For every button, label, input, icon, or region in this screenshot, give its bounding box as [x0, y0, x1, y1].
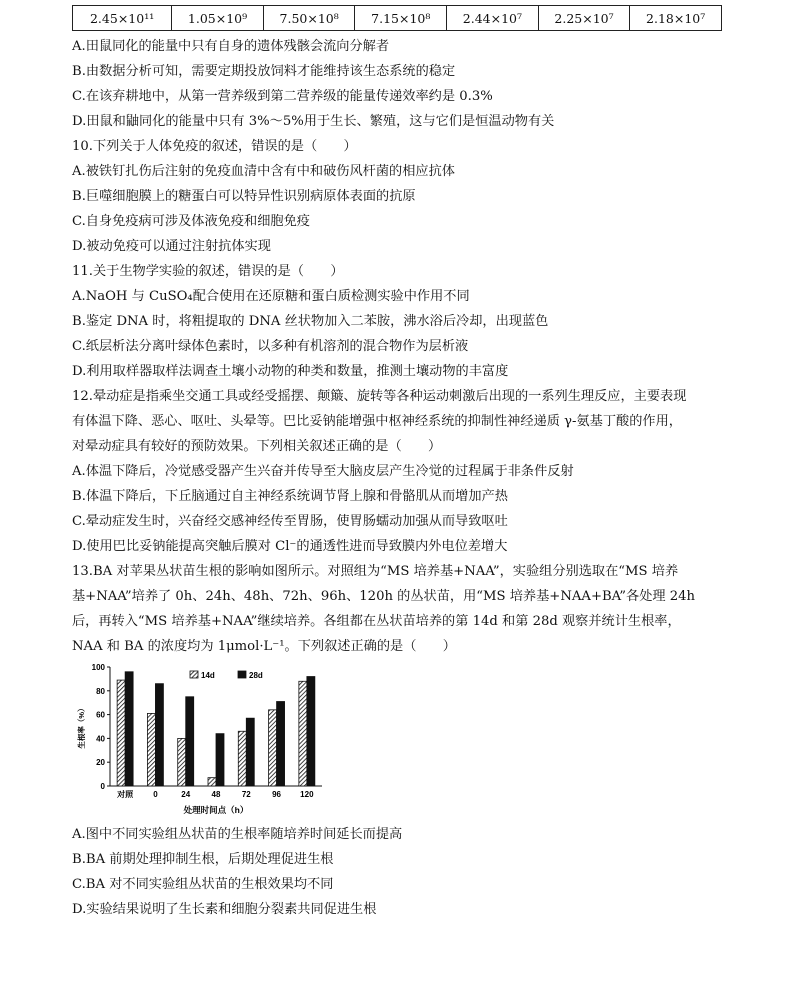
- x-tick-label: 24: [181, 790, 191, 799]
- bar-28d: [307, 677, 315, 786]
- text-line: C.纸层析法分离叶绿体色素时，以多种有机溶剂的混合物作为层析液: [72, 339, 469, 354]
- bar-28d: [155, 684, 163, 786]
- question-10-stem: 10.下列关于人体免疫的叙述，错误的是（ ）: [72, 139, 357, 154]
- text-line: C.晕动症发生时，兴奋经交感神经传至胃肠，使胃肠蠕动加强从而导致呕吐: [72, 514, 508, 529]
- text-line: A.体温下降后，冷觉感受器产生兴奋并传导至大脑皮层产生冷觉的过程属于非条件反射: [72, 464, 574, 479]
- text-line: B.由数据分析可知，需要定期投放饲料才能维持该生态系统的稳定: [72, 64, 456, 79]
- rooting-rate-chart: [72, 657, 342, 822]
- text-line: D.被动免疫可以通过注射抗体实现: [72, 239, 271, 254]
- text-line: 基+NAA”培养了 0h、24h、48h、72h、96h、120h 的丛状苗，用“MS 培养基+NAA+BA”各处理 24h: [72, 589, 696, 604]
- legend-label-28d: 28d: [249, 671, 263, 680]
- y-tick-label: 0: [100, 782, 105, 791]
- text-line: A.田鼠同化的能量中只有自身的遗体残骸会流向分解者: [72, 39, 390, 54]
- text-line: 对晕动症具有较好的预防效果。下列相关叙述正确的是（ ）: [72, 439, 442, 454]
- x-tick-label: 120: [300, 790, 314, 799]
- table-cell: 2.44×10⁷: [447, 6, 539, 31]
- x-tick-label: 0: [153, 790, 158, 799]
- question-13-stem: 13.BA 对苹果丛状苗生根的影响如图所示。对照组为“MS 培养基+NAA”，实验组分别选取在“MS 培养: [72, 564, 679, 579]
- y-axis-label: 生根率（%）: [77, 704, 86, 749]
- y-tick-label: 20: [96, 758, 105, 768]
- bar-28d: [277, 702, 285, 786]
- x-tick-label: 72: [241, 790, 251, 799]
- text-line: B.巨噬细胞膜上的糖蛋白可以特异性识别病原体表面的抗原: [72, 189, 416, 204]
- text-line: B.鉴定 DNA 时，将粗提取的 DNA 丝状物加入二苯胺，沸水浴后冷却，出现蓝色: [72, 314, 549, 329]
- legend-swatch-28d: [238, 671, 246, 678]
- bar-14d: [269, 710, 277, 786]
- option-b: B.BA 前期处理抑制生根，后期处理促进生根: [72, 852, 334, 867]
- bar-14d: [299, 681, 307, 786]
- text-line: A.被铁钉扎伤后注射的免疫血清中含有中和破伤风杆菌的相应抗体: [72, 164, 455, 179]
- bar-28d: [246, 718, 254, 786]
- x-tick-label: 48: [211, 790, 221, 799]
- table-cell: 7.50×10⁸: [263, 6, 355, 31]
- text-line: D.田鼠和鼬同化的能量中只有 3%～5%用于生长、繁殖，这与它们是恒温动物有关: [72, 114, 555, 129]
- text-line: A.NaOH 与 CuSO₄配合使用在还原糖和蛋白质检测实验中作用不同: [72, 289, 470, 304]
- bar-28d: [186, 697, 194, 786]
- bar-14d: [147, 713, 155, 786]
- bar-14d: [117, 680, 125, 786]
- question-text: [72, 34, 742, 659]
- table-cell: 2.45×10¹¹: [73, 6, 172, 31]
- text-line: 有体温下降、恶心、呕吐、头晕等。巴比妥钠能增强中枢神经系统的抑制性神经递质 γ-氨基丁酸的作用，: [72, 414, 682, 429]
- table-row: [73, 6, 722, 31]
- bar-28d: [216, 734, 224, 786]
- y-tick-label: 80: [96, 686, 105, 696]
- text-line: D.使用巴比妥钠能提高突触后膜对 Cl⁻的通透性进而导致膜内外电位差增大: [72, 539, 508, 554]
- text-line: C.在该弃耕地中，从第一营养级到第二营养级的能量传递效率约是 0.3%: [72, 89, 493, 104]
- energy-table: [72, 5, 722, 31]
- x-axis-label: 处理时间点（h）: [183, 805, 249, 815]
- table-cell: 1.05×10⁹: [172, 6, 264, 31]
- bar-14d: [178, 738, 186, 786]
- text-line: 后，再转入“MS 培养基+NAA”继续培养。各组都在丛状苗培养的第 14d 和第 28d 观察并统计生根率，: [72, 614, 681, 629]
- option-c: C.BA 对不同实验组丛状苗的生根效果均不同: [72, 877, 334, 892]
- text-line: B.体温下降后，下丘脑通过自主神经系统调节肾上腺和骨骼肌从而增加产热: [72, 489, 508, 504]
- bar-14d: [238, 731, 246, 786]
- question-13-options: [72, 822, 742, 922]
- x-tick-label: 96: [272, 790, 282, 799]
- text-line: D.利用取样器取样法调查土壤小动物的种类和数量，推测土壤动物的丰富度: [72, 364, 509, 379]
- bar-14d: [208, 778, 216, 786]
- legend-swatch-14d: [190, 671, 198, 678]
- y-tick-label: 100: [91, 663, 105, 672]
- option-a: A.图中不同实验组丛状苗的生根率随培养时间延长而提高: [72, 827, 403, 842]
- y-tick-label: 40: [96, 734, 105, 744]
- text-line: C.自身免疫病可涉及体液免疫和细胞免疫: [72, 214, 310, 229]
- legend-label-14d: 14d: [201, 671, 215, 680]
- y-tick-label: 60: [96, 710, 105, 720]
- text-line: NAA 和 BA 的浓度均为 1μmol·L⁻¹。下列叙述正确的是（ ）: [72, 639, 456, 654]
- table-cell: 2.25×10⁷: [538, 6, 630, 31]
- table-cell: 7.15×10⁸: [355, 6, 447, 31]
- x-tick-label: 对照: [117, 790, 134, 799]
- question-11-stem: 11.关于生物学实验的叙述，错误的是（ ）: [72, 264, 344, 279]
- question-12-stem: 12.晕动症是指乘坐交通工具或经受摇摆、颠簸、旋转等各种运动刺激后出现的一系列生理反应，主要表现: [72, 389, 687, 404]
- bar-28d: [125, 672, 133, 786]
- option-d: D.实验结果说明了生长素和细胞分裂素共同促进生根: [72, 902, 377, 917]
- table-cell: 2.18×10⁷: [630, 6, 722, 31]
